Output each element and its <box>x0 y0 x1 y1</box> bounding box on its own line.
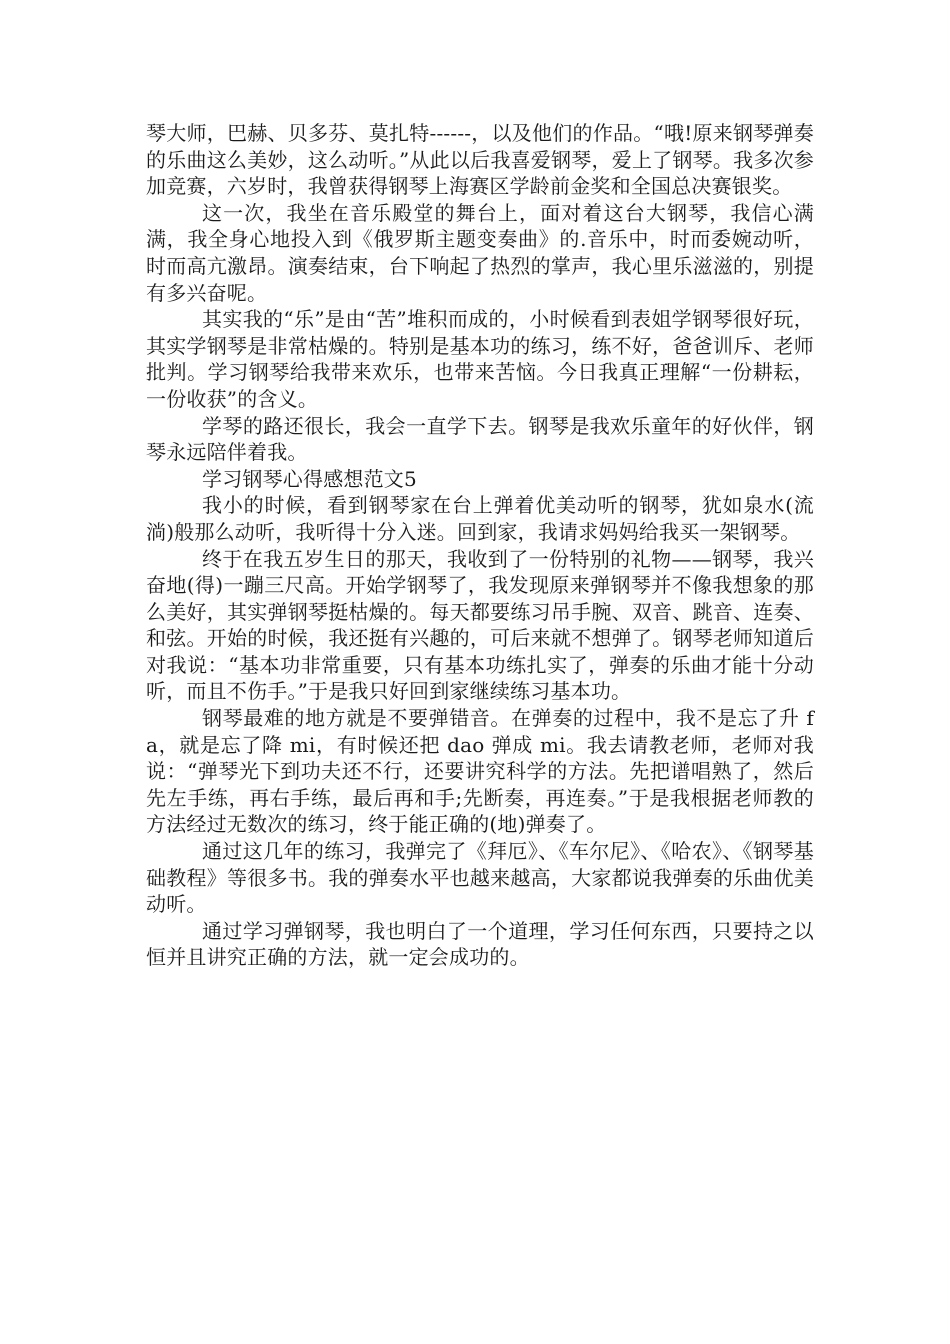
paragraph-3: 其实我的“乐”是由“苦”堆积而成的，小时候看到表姐学钢琴很好玩，其实学钢琴是非常枯燥的。特别是基本功的练习，练不好，爸爸训斥、老师批判。学习钢琴给我带来欢乐，也带来苦恼。今日我真正理解“一份耕耘，一份收获”的含义。 <box>146 307 814 411</box>
paragraph-6: 终于在我五岁生日的那天，我收到了一份特别的礼物——钢琴，我兴奋地(得)一蹦三尺高。开始学钢琴了，我发现原来弹钢琴并不像我想象的那么美好，其实弹钢琴挺枯燥的。每天都要练习吊手腕、双音、跳音、连奏、和弦。开始的时候，我还挺有兴趣的，可后来就不想弹了。钢琴老师知道后对我说：“基本功非常重要，只有基本功练扎实了，弹奏的乐曲才能十分动听，而且不伤手。”于是我只好回到家继续练习基本功。 <box>146 546 814 704</box>
paragraph-5: 我小的时候，看到钢琴家在台上弹着优美动听的钢琴，犹如泉水(流淌)般那么动听，我听得十分入迷。回到家，我请求妈妈给我买一架钢琴。 <box>146 493 814 544</box>
paragraph-7: 钢琴最难的地方就是不要弹错音。在弹奏的过程中，我不是忘了升 fa，就是忘了降 mi，有时候还把 dao 弹成 mi。我去请教老师，老师对我说：“弹琴光下到功夫还不行，还要讲究科学的方法。先把谱唱熟了，然后先左手练，再右手练，最后再和手;先断奏，再连奏。”于是我根据老师教的方法经过无数次的练习，终于能正确的(地)弹奏了。 <box>146 706 814 837</box>
paragraph-4: 学琴的路还很长，我会一直学下去。钢琴是我欢乐童年的好伙伴，钢琴永远陪伴着我。 <box>146 413 814 465</box>
document-body <box>146 120 814 971</box>
paragraph-9: 通过学习弹钢琴，我也明白了一个道理，学习任何东西，只要持之以恒并且讲究正确的方法，就一定会成功的。 <box>146 918 814 970</box>
paragraph-2: 这一次，我坐在音乐殿堂的舞台上，面对着这台大钢琴，我信心满满，我全身心地投入到《俄罗斯主题变奏曲》的.音乐中，时而委婉动听，时而高亢激昂。演奏结束，台下响起了热烈的掌声，我心里乐滋滋的，别提有多兴奋呢。 <box>146 200 814 305</box>
section-heading: 学习钢琴心得感想范文5 <box>202 466 417 491</box>
paragraph-1: 琴大师，巴赫、贝多芬、莫扎特------，以及他们的作品。“哦!原来钢琴弹奏的乐曲这么美妙，这么动听。”从此以后我喜爱钢琴，爱上了钢琴。我多次参加竞赛，六岁时，我曾获得钢琴上海赛区学龄前金奖和全国总决赛银奖。 <box>146 121 814 199</box>
paragraph-8: 通过这几年的练习，我弹完了《拜厄》、《车尔尼》、《哈农》、《钢琴基础教程》等很多书。我的弹奏水平也越来越高，大家都说我弹奏的乐曲优美动听。 <box>146 839 814 917</box>
